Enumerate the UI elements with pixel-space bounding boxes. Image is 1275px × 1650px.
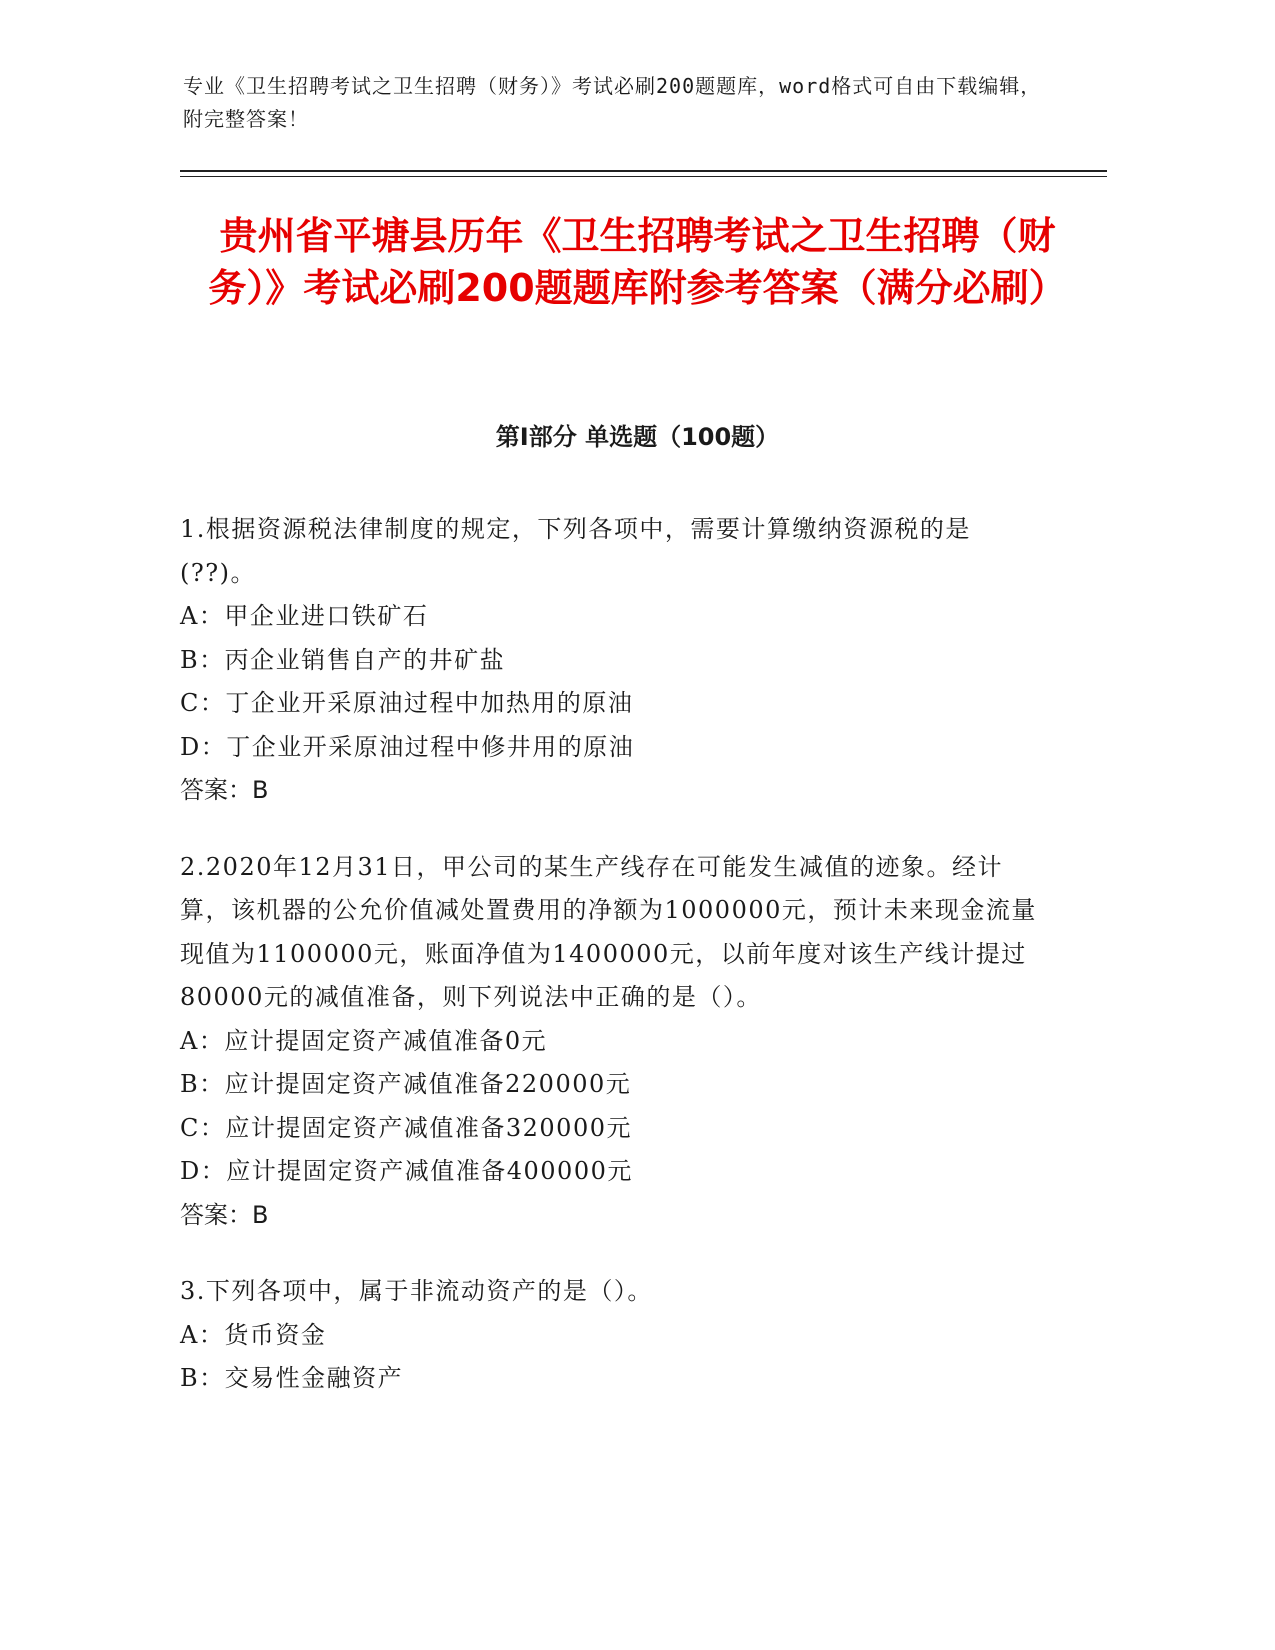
option-d: D：应计提固定资产减值准备400000元 <box>180 1157 633 1185</box>
option-a: A：货币资金 <box>180 1320 327 1349</box>
question-2 <box>180 846 1040 1238</box>
section-heading: 第I部分 单选题（100题） <box>495 423 780 451</box>
question-stem: 3.下列各项中，属于非流动资产的是（）。 <box>180 1277 653 1305</box>
question-stem: 2.2020年12月31日，甲公司的某生产线存在可能发生减值的迹象。经计算，该机器的公允价值减处置费用的净额为1000000元，预计未来现金流量现值为1100000元，账面净值为1400000元，以前年度对该生产线计提过80000元的减值准备，则下列说法中正确的是（）。 <box>180 852 1037 1011</box>
header-rule-thick <box>180 170 1107 172</box>
question-1 <box>180 508 1040 813</box>
answer: 答案：B <box>180 1200 269 1229</box>
option-a: A：甲企业进口铁矿石 <box>180 602 429 630</box>
option-b: B：丙企业销售自产的井矿盐 <box>180 645 506 674</box>
option-c: C：应计提固定资产减值准备320000元 <box>180 1113 632 1142</box>
question-list <box>180 508 1040 1434</box>
option-b: B：交易性金融资产 <box>180 1364 404 1392</box>
header-rule-thin <box>180 176 1107 177</box>
question-3 <box>180 1270 1040 1401</box>
answer: 答案：B <box>180 776 269 804</box>
option-b: B：应计提固定资产减值准备220000元 <box>180 1070 632 1098</box>
option-a: A：应计提固定资产减值准备0元 <box>180 1026 548 1055</box>
question-stem: 1.根据资源税法律制度的规定，下列各项中，需要计算缴纳资源税的是(??)。 <box>180 515 971 587</box>
option-d: D：丁企业开采原油过程中修井用的原油 <box>180 732 635 761</box>
option-c: C：丁企业开采原油过程中加热用的原油 <box>180 689 634 717</box>
document-title: 贵州省平塘县历年《卫生招聘考试之卫生招聘（财务）》考试必刷200题题库附参考答案（满分必刷） <box>208 214 1067 310</box>
header-note: 专业《卫生招聘考试之卫生招聘（财务）》考试必刷200题题库，word格式可自由下载编辑，附完整答案！ <box>183 74 1042 131</box>
